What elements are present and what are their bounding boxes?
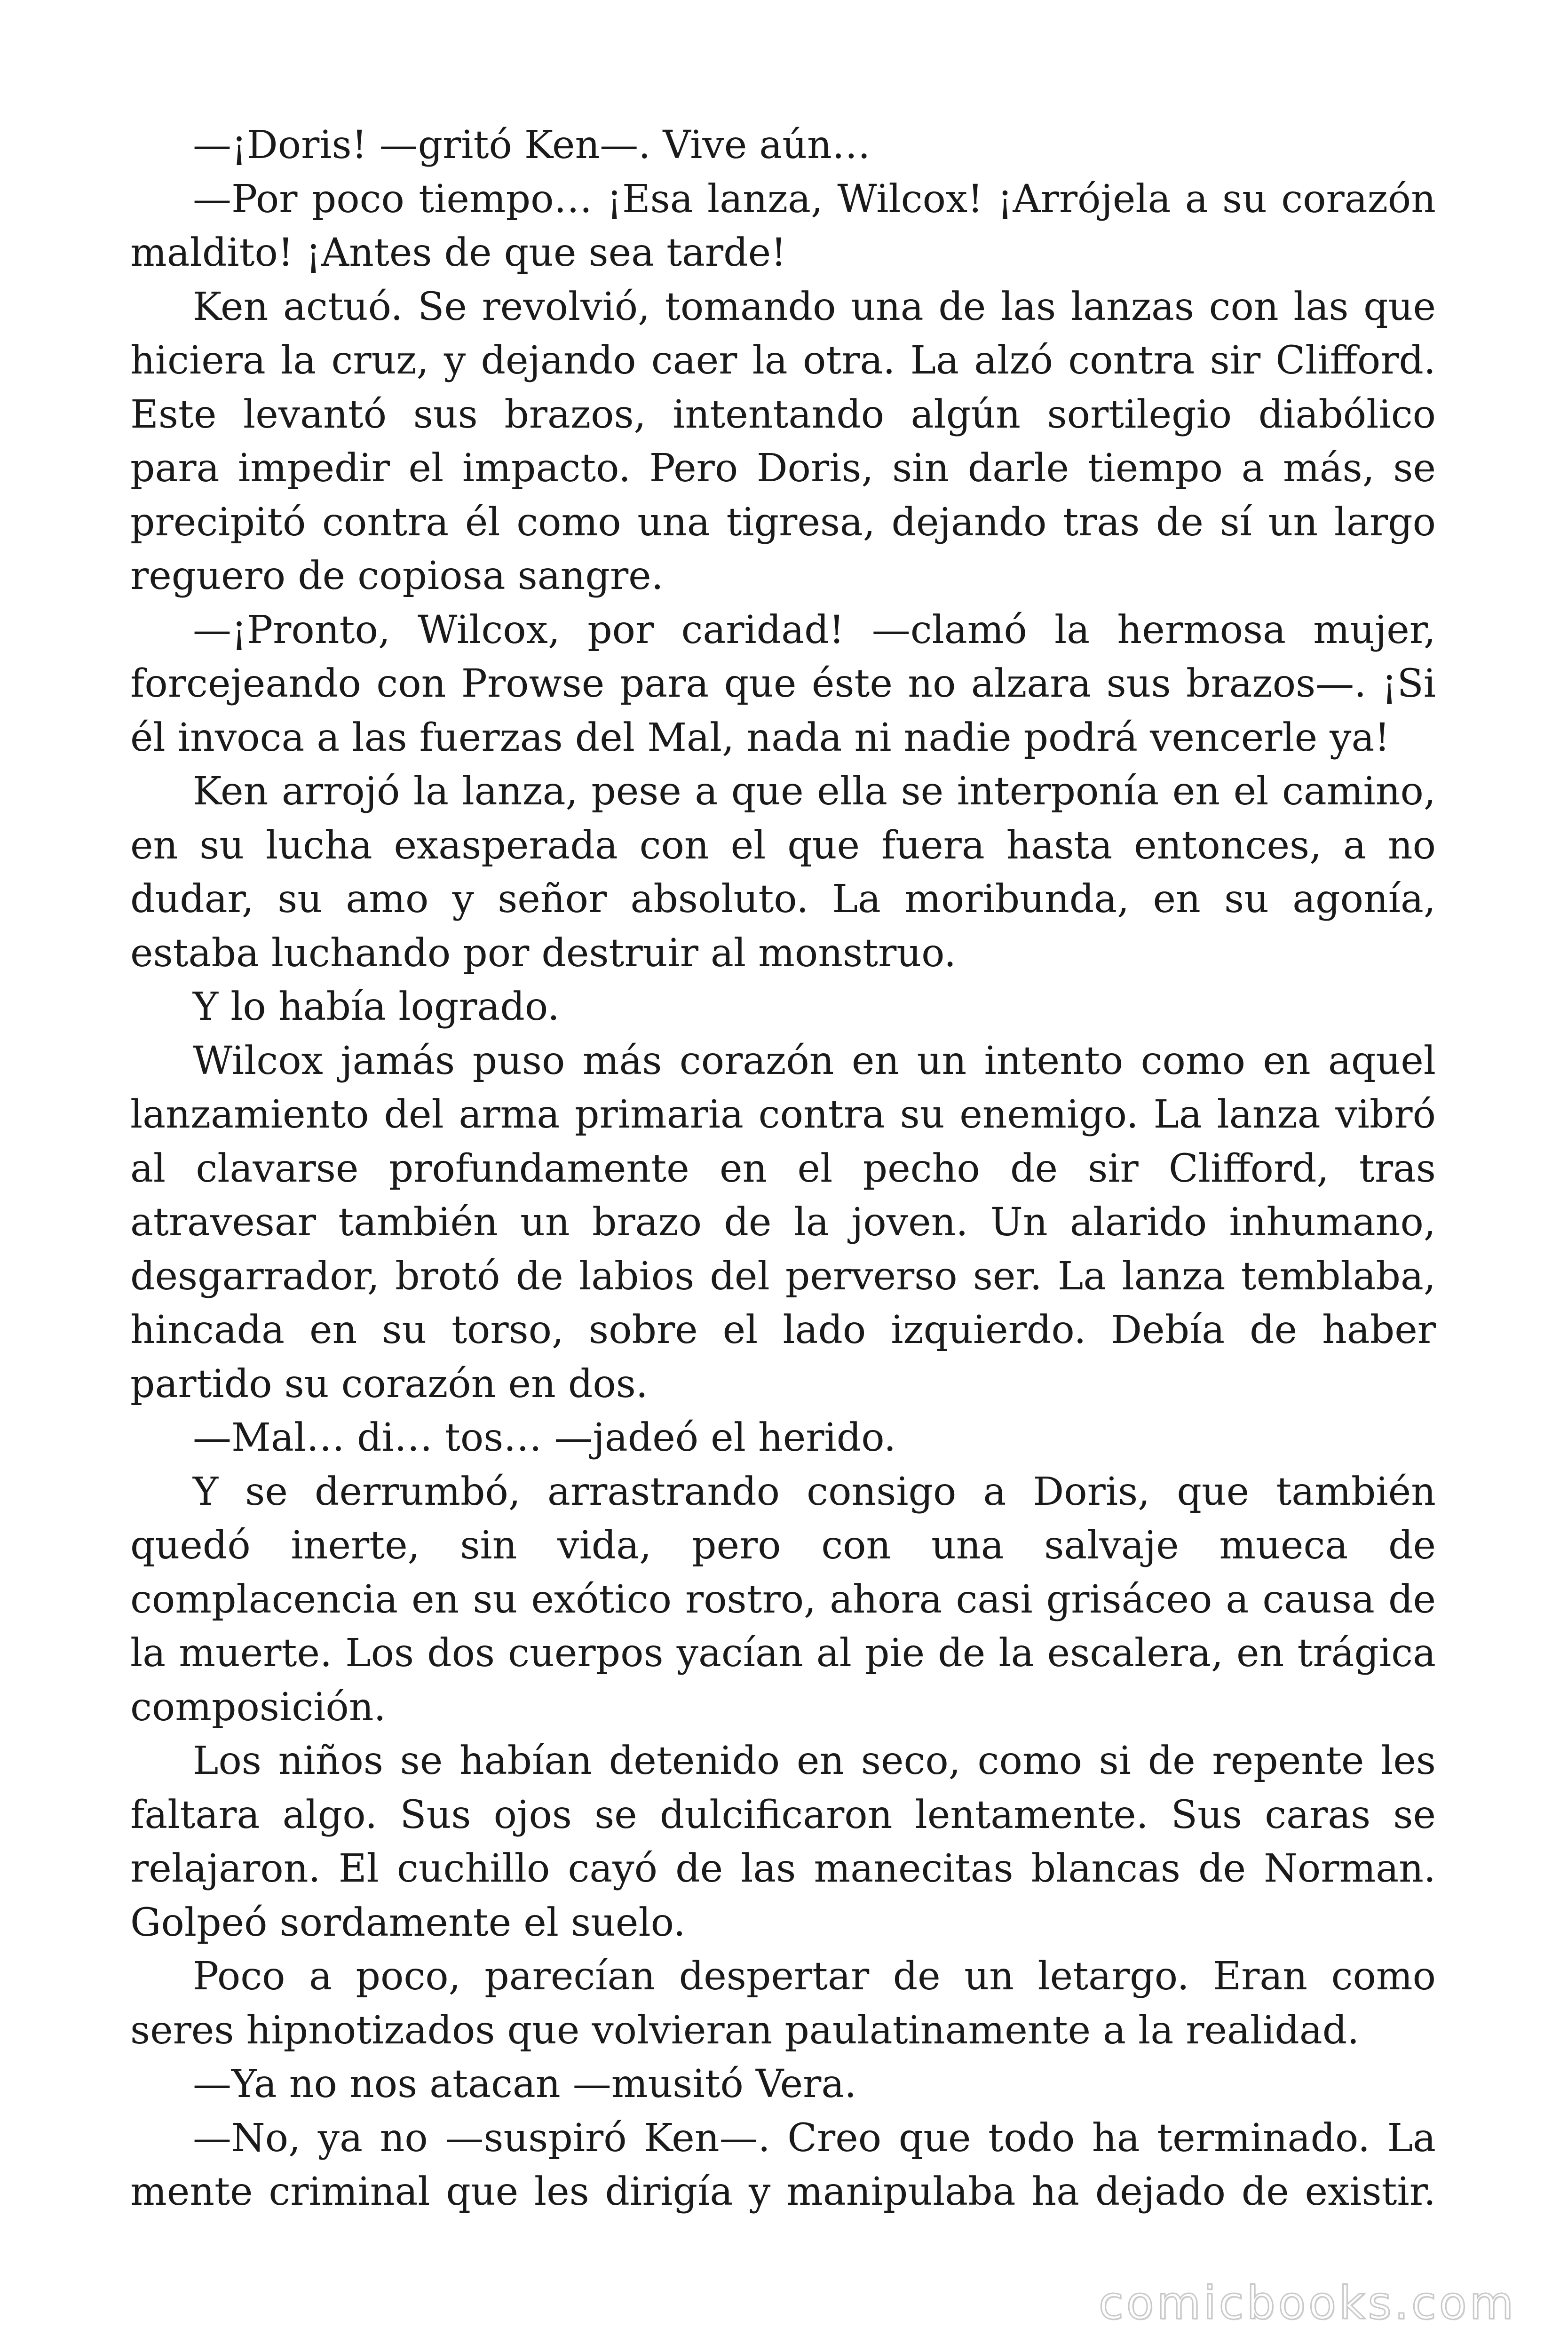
paragraph: Y lo había logrado. (193, 985, 560, 1029)
paragraph: Ken actuó. Se revolvió, tomando una de las lanzas con las que hiciera la cruz, y dejando caer la otra. La alzó contra sir Clifford. Este levantó sus brazos, intentando algún sortilegio diabólico para impedir el impacto. Pero Doris, sin darle tiempo a más, se precipitó contra él como una tigresa, dejando tras de sí un largo reguero de copiosa sangre. (130, 284, 1436, 598)
paragraph: —¡Doris! —gritó Ken—. Vive aún… (193, 123, 871, 167)
body-text (130, 119, 1436, 2219)
paragraph: —Por poco tiempo… ¡Esa lanza, Wilcox! ¡Arrójela a su corazón maldito! ¡Antes de que sea tarde! (130, 176, 1436, 275)
paragraph: Y se derrumbó, arrastrando consigo a Doris, que también quedó inerte, sin vida, pero con una salvaje mueca de complacencia en su exótico rostro, ahora casi grisáceo a causa de la muerte. Los dos cuerpos yacían al pie de la escalera, en trágica composición. (130, 1469, 1436, 1730)
paragraph: —Mal… di… tos… —jadeó el herido. (193, 1415, 896, 1460)
paragraph: Poco a poco, parecían despertar de un letargo. Eran como seres hipnotizados que volvieran paulatinamente a la realidad. (130, 1954, 1436, 2053)
watermark: comicbooks.com (1098, 2277, 1516, 2329)
paragraph: —No, ya no —suspiró Ken—. Creo que todo ha terminado. La mente criminal que les dirigía y manipulaba ha dejado de existir. (130, 2115, 1436, 2214)
paragraph: —Ya no nos atacan —musitó Vera. (193, 2062, 857, 2106)
paragraph: Wilcox jamás puso más corazón en un intento como en aquel lanzamiento del arma primaria contra su enemigo. La lanza vibró al clavarse profundamente en el pecho de sir Clifford, tras atravesar también un brazo de la joven. Un alarido inhumano, desgarrador, brotó de labios del perverso ser. La lanza temblaba, hincada en su torso, sobre el lado izquierdo. Debía de haber partido su corazón en dos. (130, 1038, 1436, 1406)
paragraph: —¡Pronto, Wilcox, por caridad! —clamó la hermosa mujer, forcejeando con Prowse para que éste no alzara sus brazos—. ¡Si él invoca a las fuerzas del Mal, nada ni nadie podrá vencerle ya! (130, 607, 1436, 760)
paragraph: Los niños se habían detenido en seco, como si de repente les faltara algo. Sus ojos se dulcificaron lentamente. Sus caras se relajaron. El cuchillo cayó de las manecitas blancas de Norman. Golpeó sordamente el suelo. (130, 1739, 1436, 1945)
paragraph: Ken arrojó la lanza, pese a que ella se interponía en el camino, en su lucha exasperada con el que fuera hasta entonces, a no dudar, su amo y señor absoluto. La moribunda, en su agonía, estaba luchando por destruir al monstruo. (130, 769, 1436, 976)
